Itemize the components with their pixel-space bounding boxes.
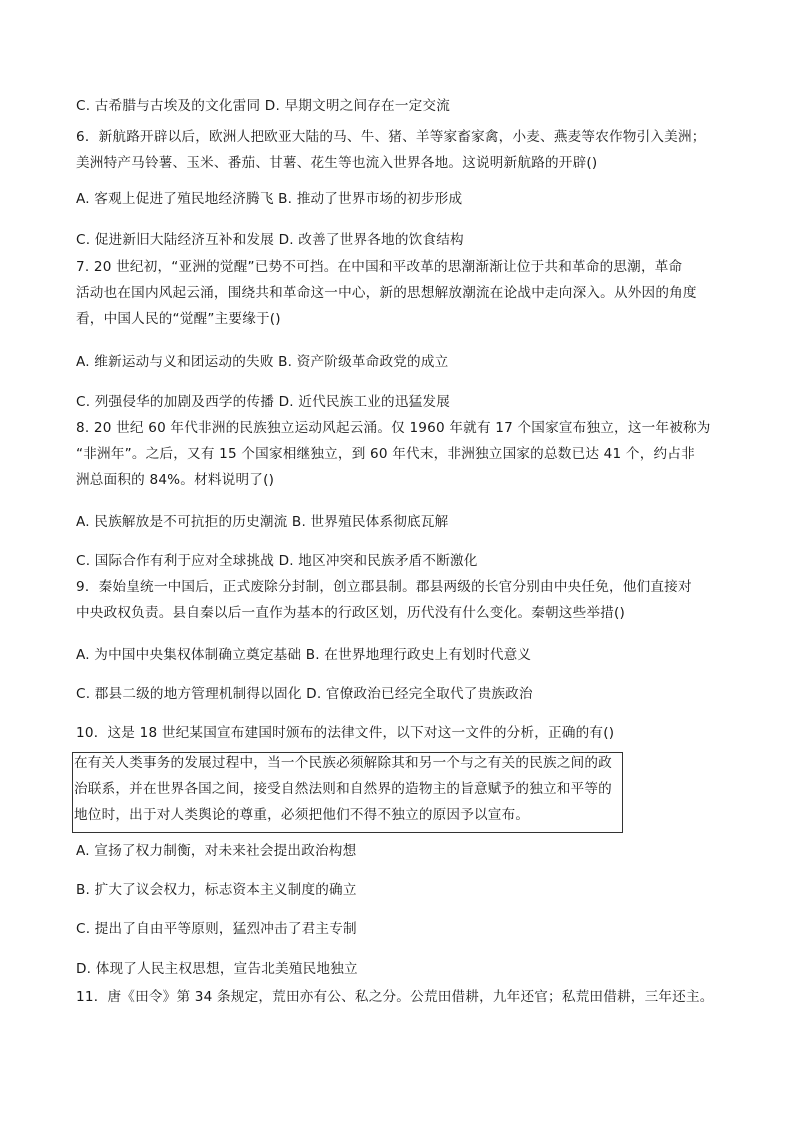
q9-options-ab: A. 为中国中央集权体制确立奠定基础 B. 在世界地理行政史上有划时代意义 (76, 647, 532, 663)
q7-stem-line3: 看，中国人民的“觉醒”主要缘于() (76, 311, 281, 327)
q8-options-ab: A. 民族解放是不可抗拒的历史潮流 B. 世界殖民体系彻底瓦解 (76, 514, 449, 530)
q5-options-cd: C. 古希腊与古埃及的文化雷同 D. 早期文明之间存在一定交流 (76, 98, 451, 114)
q10-option-c: C. 提出了自由平等原则，猛烈冲击了君主专制 (76, 921, 357, 937)
quote-line3: 地位时，出于对人类舆论的尊重，必须把他们不得不独立的原因予以宣布。 (74, 807, 530, 823)
q7-stem-line1: 7. 20 世纪初，“亚洲的觉醒”已势不可挡。在中国和平改革的思潮渐渐让位于共和革命的思潮，革命 (76, 259, 683, 275)
q6-options-cd: C. 促进新旧大陆经济互补和发展 D. 改善了世界各地的饮食结构 (76, 232, 464, 248)
quote-line1: 在有关人类事务的发展过程中，当一个民族必须解除其和另一个与之有关的民族之间的政 (74, 755, 612, 771)
q10-option-d: D. 体现了人民主权思想，宣告北美殖民地独立 (76, 961, 358, 977)
q9-options-cd: C. 郡县二级的地方管理机制得以固化 D. 官僚政治已经完全取代了贵族政治 (76, 686, 533, 702)
q7-options-cd: C. 列强侵华的加剧及西学的传播 D. 近代民族工业的迅猛发展 (76, 394, 451, 410)
q8-options-cd: C. 国际合作有利于应对全球挑战 D. 地区冲突和民族矛盾不断激化 (76, 553, 478, 569)
q8-stem-line3: 洲总面积的 84%。材料说明了() (76, 472, 275, 488)
q7-options-ab: A. 维新运动与义和团运动的失败 B. 资产阶级革命政党的成立 (76, 354, 449, 370)
q10-stem: 10．这是 18 世纪某国宣布建国时颁布的法律文件，以下对这一文件的分析，正确的有() (76, 725, 615, 741)
q10-option-a: A. 宣扬了权力制衡，对未来社会提出政治构想 (76, 843, 357, 859)
quote-line2: 治联系，并在世界各国之间，接受自然法则和自然界的造物主的旨意赋予的独立和平等的 (74, 781, 612, 797)
q6-stem-line2: 美洲特产马铃薯、玉米、番茄、甘薯、花生等也流入世界各地。这说明新航路的开辟() (76, 155, 598, 171)
q8-stem-line2: “非洲年”。之后，又有 15 个国家相继独立，到 60 年代末，非洲独立国家的总数已达 41 个，约占非 (76, 446, 695, 462)
q9-stem-line1: 9．秦始皇统一中国后，正式废除分封制，创立郡县制。郡县两级的长官分别由中央任免，他们直接对 (76, 579, 692, 595)
q6-options-ab: A. 客观上促进了殖民地经济腾飞 B. 推动了世界市场的初步形成 (76, 191, 463, 207)
q7-stem-line2: 活动也在国内风起云涌，围绕共和革命这一中心，新的思想解放潮流在论战中走向深入。从外因的角度 (76, 285, 697, 301)
q10-option-b: B. 扩大了议会权力，标志资本主义制度的确立 (76, 882, 357, 898)
q6-stem-line1: 6．新航路开辟以后，欧洲人把欧亚大陆的马、牛、猪、羊等家畜家禽，小麦、燕麦等农作物引入美洲； (76, 129, 706, 145)
q8-stem-line1: 8. 20 世纪 60 年代非洲的民族独立运动风起云涌。仅 1960 年就有 17 个国家宣布独立，这一年被称为 (76, 420, 711, 436)
q9-stem-line2: 中央政权负责。县自秦以后一直作为基本的行政区划，历代没有什么变化。秦朝这些举措() (76, 605, 625, 621)
q11-stem: 11．唐《田令》第 34 条规定，荒田亦有公、私之分。公荒田借耕，九年还官；私荒田借耕，三年还主。 (76, 989, 714, 1005)
